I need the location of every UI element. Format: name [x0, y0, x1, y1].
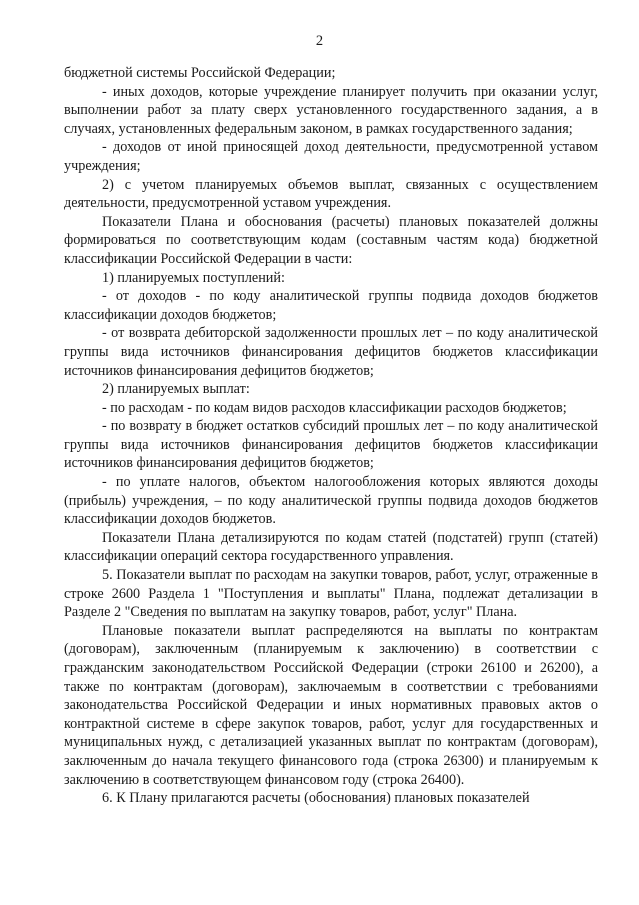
- list-item-from-income: - от доходов - по коду аналитической группы подвида доходов бюджетов классификации доходов бюджетов;: [64, 288, 598, 323]
- paragraph-section-5: 5. Показатели выплат по расходам на закупки товаров, работ, услуг, отраженные в строке 2600 Раздела 1 "Поступления и выплаты" Плана, подлежат детализации в Разделе 2 "Сведения по выплатам на закупку товаров, работ, услуг" Плана.: [64, 567, 598, 621]
- paragraph-section-6: 6. К Плану прилагаются расчеты (обоснования) плановых показателей: [102, 790, 530, 807]
- list-item-subsidy-return: - по возврату в бюджет остатков субсидий прошлых лет – по коду аналитической группы вида источников финансирования дефицитов бюджетов классификации источников финансирования дефицитов бюджетов;: [64, 418, 598, 472]
- list-item-planned-receipts: 1) планируемых поступлений:: [102, 269, 285, 286]
- paragraph-budget-system: бюджетной системы Российской Федерации;: [64, 65, 336, 81]
- list-item-debt-return: - от возврата дебиторской задолженности прошлых лет – по коду аналитической группы вида источников финансирования дефицитов бюджетов классификации источников финансирования дефицитов бюджетов;: [64, 325, 598, 379]
- list-item-expenses: - по расходам - по кодам видов расходов классификации расходов бюджетов;: [102, 399, 567, 416]
- document-body: [64, 64, 598, 808]
- paragraph-detailing: Показатели Плана детализируются по кодам статей (подстатей) групп (статей) классификации операций сектора государственного управления.: [64, 529, 598, 565]
- paragraph-income-generating-activity: - доходов от иной приносящей доход деятельности, предусмотренной уставом учреждения;: [64, 139, 598, 174]
- paragraph-planned-payments: 2) с учетом планируемых объемов выплат, связанных с осуществлением деятельности, предусмотренной уставом учреждения.: [64, 176, 598, 212]
- paragraph-contract-payments: Плановые показатели выплат распределяются на выплаты по контрактам (договорам), заключенным (планируемым к заключению) в соответствии с гражданским законодательством Российской Федерации (строки 26100 и 26200), а также по контрактам (договорам), заключаемым в соответствии с требованиями законодательства Российской Федерации и иных нормативных правовых актов о контрактной системе в сфере закупок товаров, работ, услуг для государственных и муниципальных нужд, с детализацией указанных выплат по контрактам (договорам), заключенным до начала текущего финансового года (строка 26300) и планируемым к заключению в соответствующем финансовом году (строка 26400).: [64, 622, 598, 788]
- paragraph-plan-indicators: Показатели Плана и обоснования (расчеты) плановых показателей должны формироваться по соответствующим кодам (составным частям кода) бюджетной классификации Российской Федерации в части:: [64, 213, 598, 267]
- page-number: 2: [315, 33, 324, 49]
- paragraph-other-income: - иных доходов, которые учреждение планирует получить при оказании услуг, выполнении работ за плату сверх установленного государственного задания, а в случаях, установленных федеральным законом, в рамках государственного задания;: [64, 83, 598, 137]
- list-item-planned-payments: 2) планируемых выплат:: [102, 381, 250, 398]
- list-item-taxes: - по уплате налогов, объектом налогообложения которых являются доходы (прибыль) учреждения, – по коду аналитической группы подвида доходов бюджетов классификации доходов бюджетов.: [64, 474, 598, 528]
